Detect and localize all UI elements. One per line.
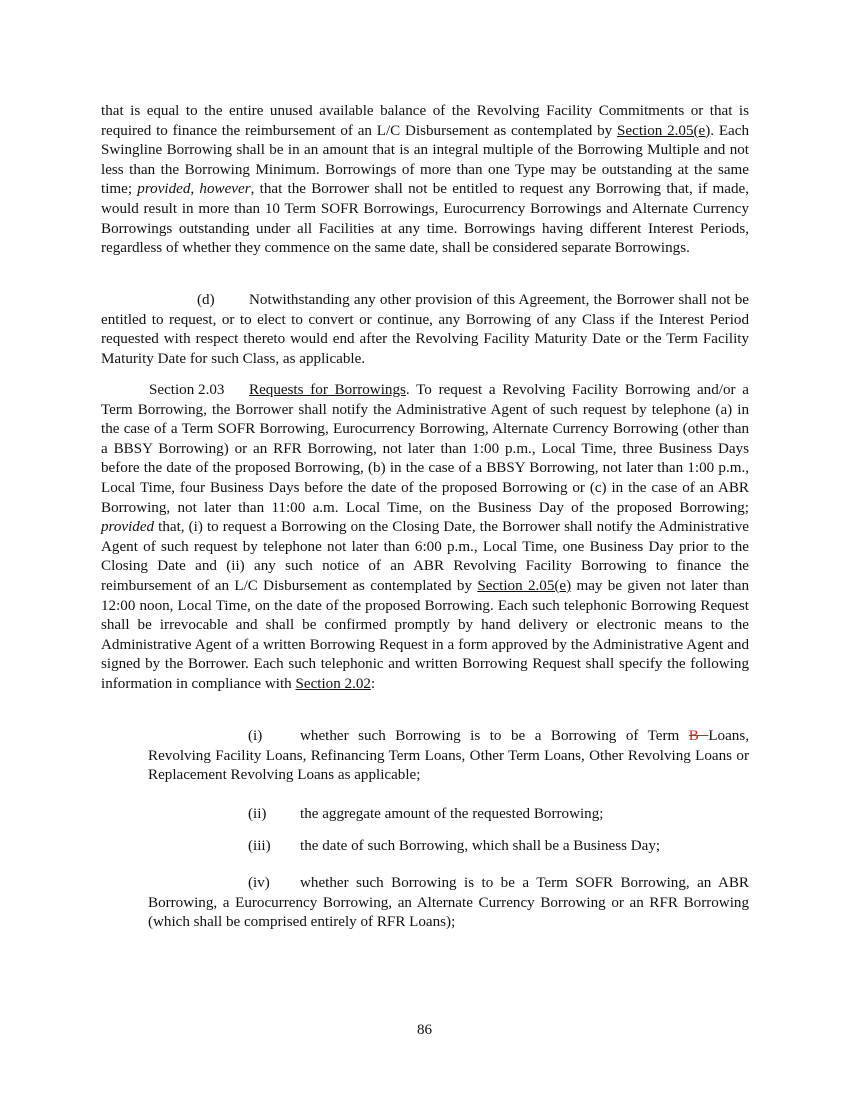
paragraph-text: that is equal to the entire unused available balance of the Revolving Facility Commitments or that is required to finance the reimbursement of an L/C Disbursement as contemplated by xyxy=(101,103,749,139)
paragraph-borrowing-limits xyxy=(101,102,749,259)
list-item-iv xyxy=(148,874,749,933)
section-2-03 xyxy=(101,381,749,695)
paragraph-text: . Each Swingline Borrowing shall be in an amount that is an integral multiple of the Borrowing Multiple and not less than the Borrowing Minimum. Borrowings of more than one Type may be outstanding at the same time; xyxy=(101,122,749,198)
list-item-text: the aggregate amount of the requested Borrowing; xyxy=(300,806,604,822)
list-item-i xyxy=(148,727,749,786)
cross-reference-link[interactable]: Section 2.05(e) xyxy=(617,122,711,139)
list-item-text: whether such Borrowing is to be a Term SOFR Borrowing, an ABR Borrowing, a Eurocurrency Borrowing, an Alternate Currency Borrowing or an RFR Borrowing (which shall be comprised entirely of RFR Loans); xyxy=(148,875,749,931)
list-item-iii xyxy=(248,837,768,857)
cross-reference-link[interactable]: Section 2.02 xyxy=(295,675,371,692)
clause-label: (d) xyxy=(197,292,215,308)
cross-reference-link[interactable]: Section 2.05(e) xyxy=(477,577,572,594)
list-item-number: (ii) xyxy=(248,806,267,822)
list-item-text: whether such Borrowing is to be a Borrowing of Term xyxy=(300,728,689,744)
list-item-number: (i) xyxy=(248,728,263,744)
emphasis-text: provided, however xyxy=(137,181,251,198)
list-item-number: (iii) xyxy=(248,838,271,854)
tracked-deletion: B xyxy=(688,728,709,744)
paragraph-text: Notwithstanding any other provision of this Agreement, the Borrower shall not be entitled to request, or to elect to convert or continue, any Borrowing of any Class if the Interest Period requested with respect thereto would end after the Revolving Facility Maturity Date or the Term Facility Maturity Date for such Class, as applicable. xyxy=(101,292,749,367)
paragraph-text: , that the Borrower shall not be entitled to request any Borrowing that, if made, would result in more than 10 Term SOFR Borrowings, Eurocurrency Borrowings and Alternate Currency Borrowings outstanding under all Facilities at any time. Borrowings having different Interest Periods, regardless of whether they commence on the same date, shall be considered separate Borrowings. xyxy=(101,181,749,257)
paragraph-d xyxy=(101,291,749,369)
paragraph-text: may be given not later than 12:00 noon, Local Time, on the date of the proposed Borrowing. Each such telephonic Borrowing Request shall be irrevocable and shall be confirmed promptly by hand delivery or electronic means to the Administrative Agent of a written Borrowing Request in a form approved by the Administrative Agent and signed by the Borrower. Each such telephonic and written Borrowing Request shall specify the following information in compliance with xyxy=(101,577,749,692)
list-item-ii xyxy=(248,805,768,825)
emphasis-text: provided xyxy=(101,519,155,536)
list-item-text: Loans, Revolving Facility Loans, Refinancing Term Loans, Other Term Loans, Other Revolving Loans or Replacement Revolving Loans as applicable; xyxy=(148,728,749,784)
section-number: Section 2.03 xyxy=(149,382,225,398)
paragraph-text: . To request a Revolving Facility Borrowing and/or a Term Borrowing, the Borrower shall notify the Administrative Agent of such request by telephone (a) in the case of a Term SOFR Borrowing, Eurocurrency Borrowing, Alternate Currency Borrowing (other than a BBSY Borrowing) or an RFR Borrowing, not later than 1:00 p.m., Local Time, three Business Days before the date of the proposed Borrowing, (b) in the case of a BBSY Borrowing, not later than 1:00 p.m., Local Time, four Business Days before the date of the proposed Borrowing or (c) in the case of an ABR Borrowing, not later than 11:00 a.m. Local Time, on the Business Day of the proposed Borrowing; xyxy=(101,382,749,516)
paragraph-text: : xyxy=(370,675,376,692)
page-number: 86 xyxy=(416,1022,433,1038)
list-item-text: the date of such Borrowing, which shall be a Business Day; xyxy=(300,838,661,854)
paragraph-text: that, (i) to request a Borrowing on the Closing Date, the Borrower shall notify the Administrative Agent of such request by telephone not later than 6:00 p.m., Local Time, one Business Day prior to the Closing Date and (ii) any such notice of an ABR Revolving Facility Borrowing to finance the reimbursement of an L/C Disbursement as contemplated by xyxy=(101,519,749,594)
list-item-number: (iv) xyxy=(248,875,270,891)
section-heading: Requests for Borrowings xyxy=(249,382,406,398)
